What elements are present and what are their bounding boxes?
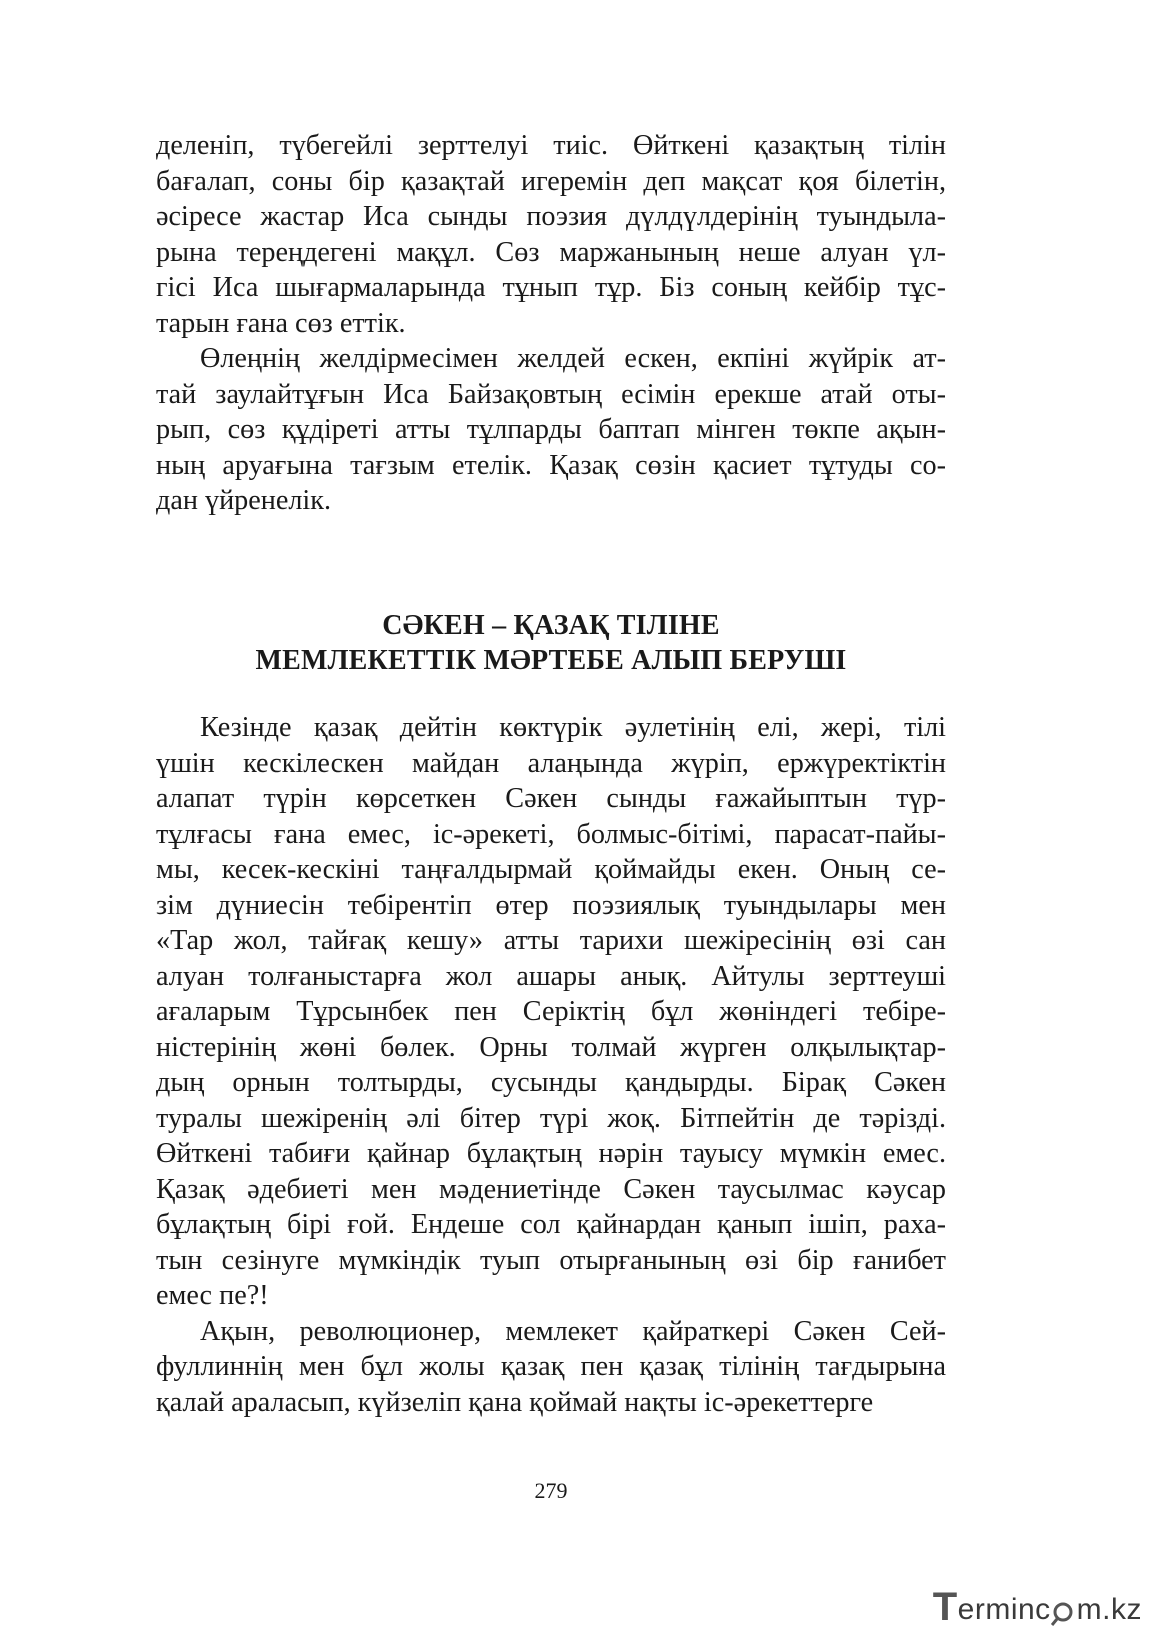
paragraph: [156, 1314, 946, 1421]
heading-line-2: МЕМЛЕКЕТТІК МӘРТЕБЕ АЛЫП БЕРУШІ: [255, 645, 847, 676]
text-line: зім дүниесін тебірентіп өтер поэзиялық туындылары мен: [156, 889, 946, 921]
text-line: ның аруағына тағзым етелік. Қазақ сөзін қасиет тұтуды со-: [156, 449, 946, 481]
text-line: бұлақтың бірі ғой. Ендеше сол қайнардан қанып ішіп, раха-: [156, 1209, 946, 1240]
top-text: [156, 128, 946, 519]
page-number: 279: [534, 1478, 568, 1503]
text-line: Өлеңнің желдірмесімен желдей ескен, екпіні жүйрік ат-: [200, 343, 946, 374]
text-line: Өйткені табиғи қайнар бұлақтың нәрін тауысу мүмкін емес.: [156, 1138, 946, 1169]
watermark-first-letter: T: [932, 1585, 958, 1629]
text-line: үшін кескілескен майдан алаңында жүріп, ержүректіктін: [156, 747, 946, 779]
magnifier-icon: [1051, 1597, 1077, 1627]
text-line: Қазақ әдебиеті мен мәдениетінде Сәкен таусылмас кәусар: [156, 1173, 946, 1205]
paragraph: [156, 341, 946, 519]
text-line: мы, кесек-кескіні таңғалдырмай қоймайды екен. Оның се-: [156, 854, 946, 885]
text-line: тай заулайтұғын Иса Байзақовтың есімін ерекше атай оты-: [156, 378, 946, 410]
text-line: «Тар жол, тайғақ кешу» атты тарихи шежіресінің өзі сан: [156, 925, 946, 956]
text-line: гісі Иса шығармаларында тұнып тұр. Біз соның кейбір тұс-: [156, 272, 946, 303]
bottom-text: [156, 710, 946, 1420]
text-line: ағаларым Тұрсынбек пен Сеpіктің бұл жөніндегі тебіре-: [156, 996, 946, 1027]
text-line: деленіп, түбегейлі зерттелуі тиіс. Өйткені қазақтың тілін: [156, 130, 946, 161]
paragraph: [156, 710, 946, 1314]
text-line: туралы шежіренің әлі бітер түрі жоқ. Бітпейтін де тәрізді.: [156, 1102, 946, 1134]
text-line: емес пе?!: [156, 1280, 269, 1311]
text-line: Кезінде қазақ дейтін көктүрік әулетінің елі, жері, тілі: [200, 712, 946, 743]
text-line: тарын ғана сөз еттік.: [156, 307, 406, 339]
watermark-domain: m.kz: [1076, 1593, 1142, 1626]
text-line: ністерінің жөні бөлек. Орны толмай жүрген олқылықтар-: [156, 1031, 946, 1063]
text-line: Ақын, революционер, мемлекет қайраткері Сәкен Сей-: [200, 1315, 946, 1347]
text-line: алуан толғаныстарға жол ашары анық. Айтулы зерттеуші: [156, 960, 946, 992]
heading-line-1: СӘКЕН – ҚАЗАҚ ТІЛІНЕ: [382, 610, 720, 641]
text-line: алапат түрін көрсеткен Сәкен сынды ғажайыптын түр-: [156, 783, 946, 814]
text-line: рып, сөз құдіреті атты тұлпарды баптап мінген төкпе ақын-: [156, 414, 946, 445]
text-line: рына тереңдегені мақұл. Сөз маржанының неше алуан үл-: [156, 236, 946, 268]
text-line: қалай араласып, күйзеліп қана қоймай нақты іс-әрекеттерге: [156, 1386, 874, 1418]
text-line: фуллиннің мен бұл жолы қазақ пен қазақ тілінің тағдырына: [156, 1351, 946, 1382]
watermark-text: erminc: [957, 1593, 1051, 1626]
text-line: бағалап, соны бір қазақтай игеремін деп мақсат қоя білетін,: [156, 165, 946, 197]
paragraph: [156, 128, 946, 341]
text-line: тұлғасы ғана емес, іс-әрекеті, болмыс-бітімі, парасат-пайы-: [156, 818, 946, 850]
text-line: дан үйренелік.: [156, 485, 332, 516]
text-line: тын сезінуге мүмкіндік туып отырғанының өзі бір ғанибет: [156, 1244, 946, 1276]
text-line: әсіресе жастар Иса сынды поэзия дүлдүлдерінің туындыла-: [156, 201, 946, 232]
section-heading: [156, 608, 946, 678]
text-line: дың орнын толтырды, сусынды қандырды. Бірақ Сәкен: [156, 1067, 946, 1098]
watermark-logo: [933, 1587, 1142, 1627]
